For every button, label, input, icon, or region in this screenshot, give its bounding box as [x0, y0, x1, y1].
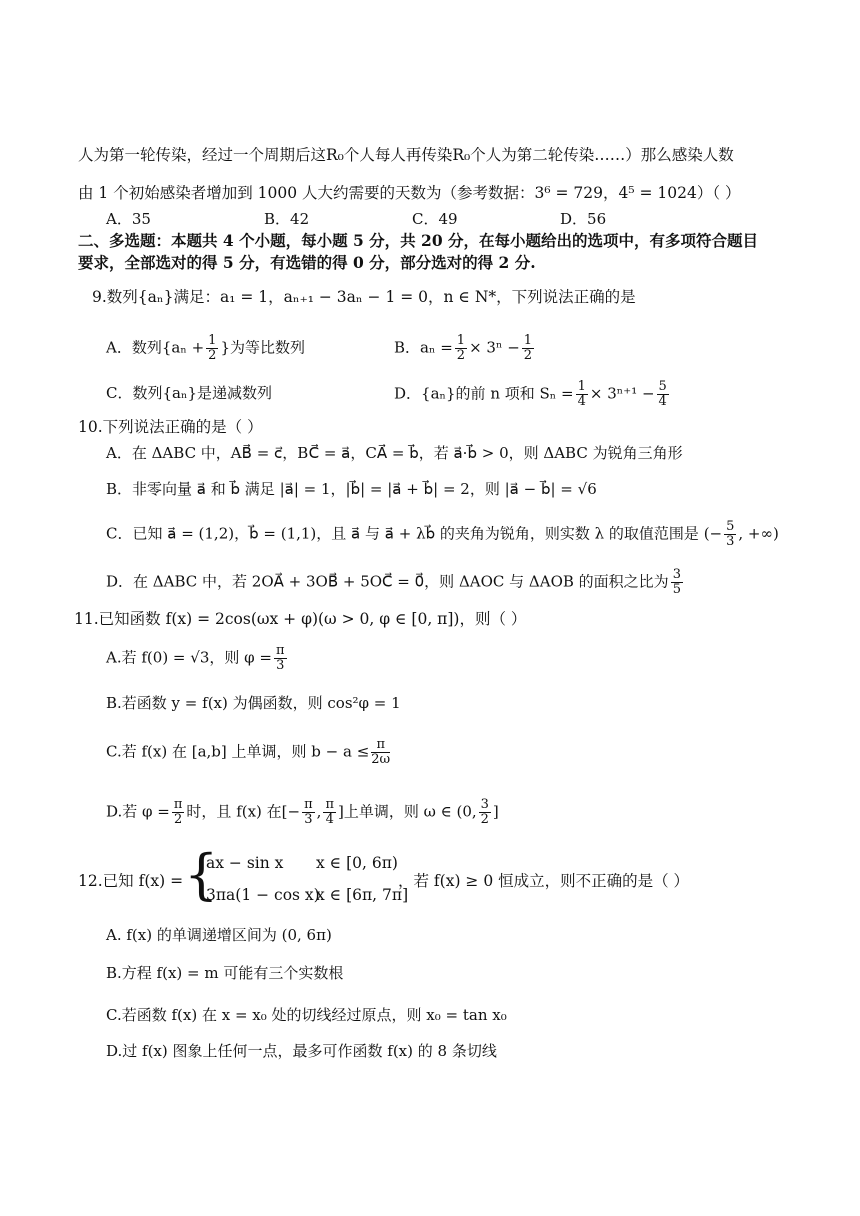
- q12-case1-expr: ax − sin x: [206, 854, 284, 872]
- q10-option-a: A．在 ΔABC 中，AB⃗ = c⃗，BC⃗ = a⃗，CA⃗ = b⃗，若 a⃗·b⃗ > 0，则 ΔABC 为锐角三角形: [106, 444, 683, 462]
- q12-piecewise-brace: {: [184, 843, 219, 906]
- section-header-line-2: 要求，全部选对的得 5 分，有选错的得 0 分，部分选对的得 2 分.: [78, 253, 536, 272]
- q10-option-c: C．已知 a⃗ = (1,2)，b⃗ = (1,1)，且 a⃗ 与 a⃗ + λb⃗ 的夹角为锐角，则实数 λ 的取值范围是 (− $\frac{5}{3}$ , +∞): [106, 519, 779, 549]
- q12-tail: ，若 f(x) ≥ 0 恒成立，则不正确的是（ ）: [398, 872, 690, 890]
- q9-stem: 9.数列{aₙ}满足：a₁ = 1，aₙ₊₁ − 3aₙ − 1 = 0，n ∈ N*，下列说法正确的是: [92, 288, 636, 306]
- intro-option-c: C．49: [412, 210, 458, 228]
- q9-option-b: B．aₙ = $\frac{1}{2}$ × 3ⁿ − $\frac{1}{2}$: [394, 333, 533, 363]
- q11-stem: 11.已知函数 f(x) = 2cos(ωx + φ)(ω > 0, φ ∈ [0, π])，则（ ）: [74, 610, 527, 628]
- q12-case1-domain: x ∈ [0, 6π): [316, 854, 398, 872]
- q12-case2-domain: x ∈ [6π, 7π]: [316, 886, 409, 904]
- q10-stem: 10.下列说法正确的是（ ）: [78, 418, 263, 436]
- q12-option-b: B.方程 f(x) = m 可能有三个实数根: [106, 964, 344, 982]
- q12-lead: 12.已知 f(x) =: [78, 872, 184, 890]
- intro-line-2: 由 1 个初始感染者增加到 1000 人大约需要的天数为（参考数据：3⁶ = 729，4⁵ = 1024）（ ）: [78, 184, 741, 202]
- q10-option-d: D．在 ΔABC 中，若 2OA⃗ + 3OB⃗ + 5OC⃗ = 0⃗，则 ΔAOC 与 ΔAOB 的面积之比为 $\frac{3}{5}$: [106, 567, 681, 597]
- q11-option-c: C.若 f(x) 在 [a,b] 上单调，则 b − a ≤ $\frac{\pi}{2\omega}$: [106, 737, 391, 767]
- q9-option-c: C．数列{aₙ}是递减数列: [106, 384, 272, 402]
- intro-option-b: B．42: [264, 210, 310, 228]
- q9-option-d: D．{aₙ}的前 n 项和 Sₙ = $\frac{1}{4}$ × 3ⁿ⁺¹ − $\frac{5}{4}$: [394, 379, 667, 409]
- q11-option-d: D.若 φ = $\frac{\pi}{2}$ 时，且 f(x) 在[− $\frac{\pi}{3}$ , $\frac{\pi}{4}$ ]上单调，则 ω ∈ (0, $\frac{3}{2}$ ]: [106, 797, 499, 827]
- q11-option-a: A.若 f(0) = √3，则 φ = $\frac{\pi}{3}$: [106, 643, 285, 673]
- q12-case2-expr: 3πa(1 − cos x): [206, 886, 320, 904]
- intro-option-d: D．56: [560, 210, 607, 228]
- q12-option-d: D.过 f(x) 图象上任何一点，最多可作函数 f(x) 的 8 条切线: [106, 1042, 497, 1060]
- intro-line-1: 人为第一轮传染，经过一个周期后这R₀个人每人再传染R₀个人为第二轮传染……）那么感染人数: [78, 146, 734, 164]
- q9-option-a: A．数列{aₙ + $\frac{1}{2}$ }为等比数列: [106, 333, 305, 363]
- intro-option-a: A．35: [106, 210, 151, 228]
- q12-option-a: A. f(x) 的单调递增区间为 (0, 6π): [106, 926, 332, 944]
- q11-option-b: B.若函数 y = f(x) 为偶函数，则 cos²φ = 1: [106, 694, 401, 712]
- q10-option-b: B．非零向量 a⃗ 和 b⃗ 满足 |a⃗| = 1，|b⃗| = |a⃗ + b⃗| = 2，则 |a⃗ − b⃗| = √6: [106, 480, 597, 498]
- section-header-line-1: 二、多选题：本题共 4 个小题，每小题 5 分，共 20 分，在每小题给出的选项中，有多项符合题目: [78, 231, 759, 250]
- q12-option-c: C.若函数 f(x) 在 x = x₀ 处的切线经过原点，则 x₀ = tan x₀: [106, 1006, 507, 1024]
